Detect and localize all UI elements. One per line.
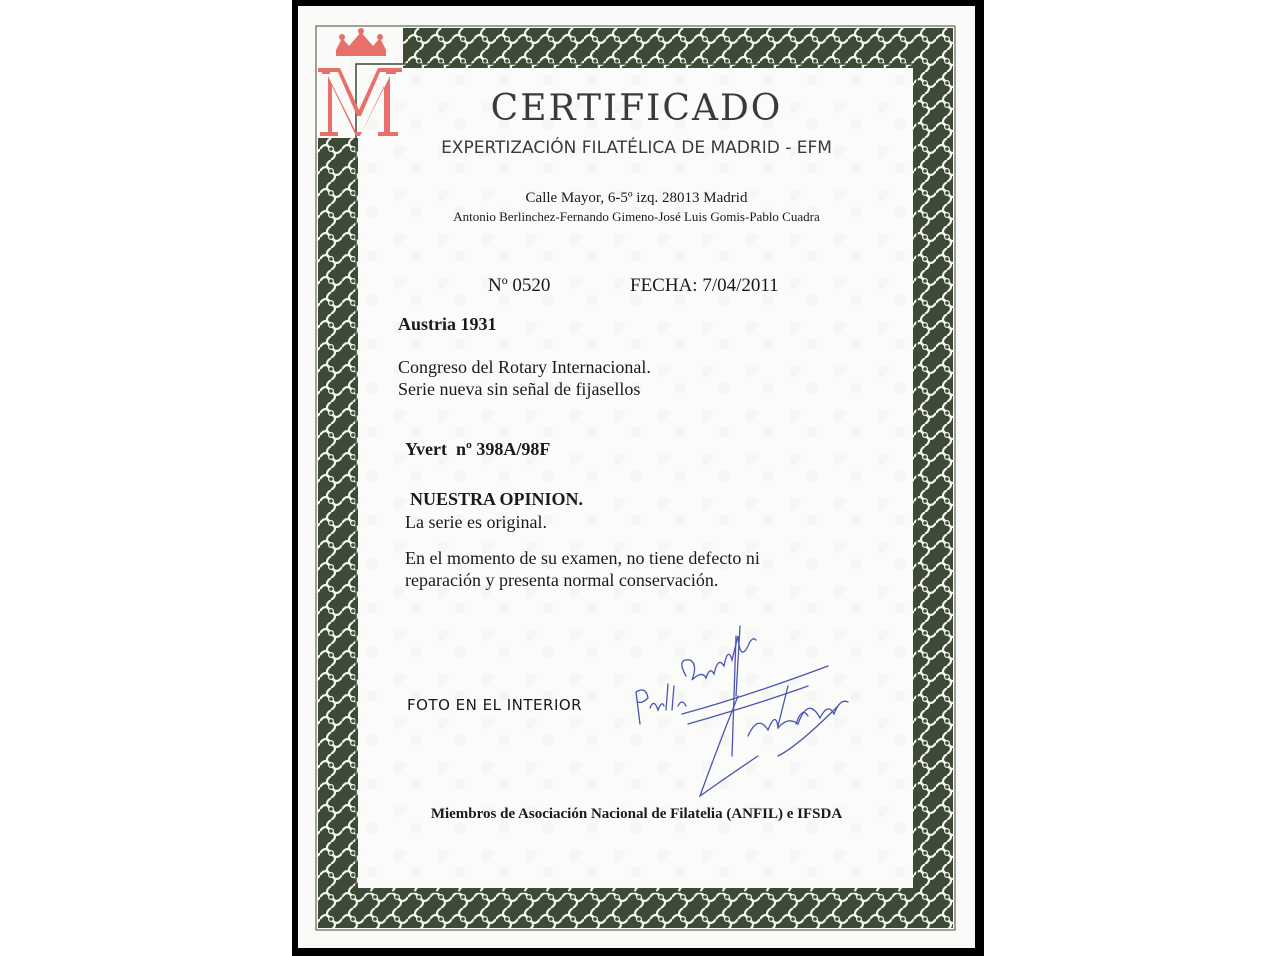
description-line-1: Congreso del Rotary Internacional.: [398, 357, 651, 377]
right-margin: [984, 0, 1276, 956]
catalogue-number: Yvert nº 398A/98F: [405, 439, 551, 459]
handwritten-signatures: [628, 606, 858, 806]
photo-note: FOTO EN EL INTERIOR: [407, 696, 583, 714]
opinion-line-3: reparación y presenta normal conservación.: [405, 570, 719, 590]
experts-list: Antonio Berlinchez-Fernando Gimeno-José Luis Gomis-Pablo Cuadra: [453, 209, 820, 224]
opinion-line-2: En el momento de su examen, no tiene defecto ni: [405, 548, 760, 568]
certificate-date: FECHA: 7/04/2011: [630, 275, 779, 296]
institution-name: EXPERTIZACIÓN FILATÉLICA DE MADRID - EFM: [441, 138, 832, 158]
left-margin: [0, 0, 292, 956]
opinion-line-1: La serie es original.: [405, 512, 547, 532]
description-line-2: Serie nueva sin señal de fijasellos: [398, 379, 641, 399]
address: Calle Mayor, 6-5º izq. 28013 Madrid: [525, 190, 748, 206]
certificate-paper: [298, 6, 975, 948]
certificate-number: Nº 0520: [488, 275, 551, 296]
opinion-heading: NUESTRA OPINION.: [410, 489, 584, 509]
signature-text: Pablo Cuadra: [648, 802, 654, 803]
country-year: Austria 1931: [398, 314, 497, 334]
certificate-title: CERTIFICADO: [490, 88, 783, 129]
membership-footer: Miembros de Asociación Nacional de Filatelia (ANFIL) e IFSDA: [430, 806, 843, 822]
